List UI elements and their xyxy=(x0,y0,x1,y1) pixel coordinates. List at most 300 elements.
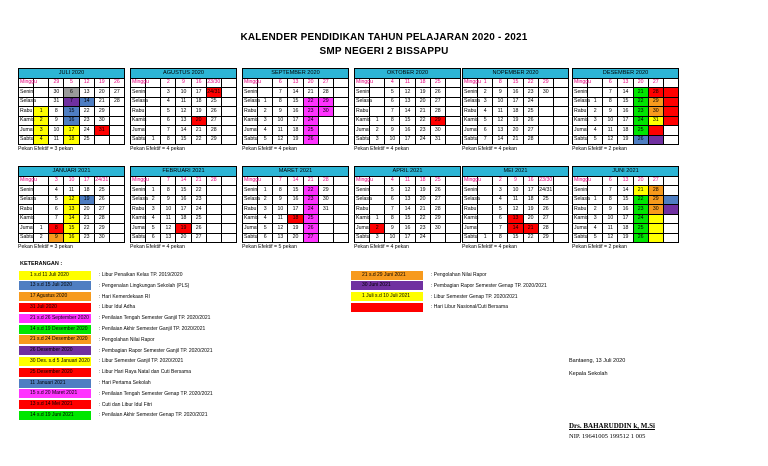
day-label: Senin xyxy=(131,88,146,98)
date-cell: 26 xyxy=(94,195,109,205)
day-label: Rabu xyxy=(131,205,146,215)
date-cell: 27 xyxy=(648,78,663,88)
date-cell: 24 xyxy=(79,126,94,136)
date-cell: 9 xyxy=(493,88,508,98)
date-cell xyxy=(478,186,493,196)
legend-swatch: 21 s.d 29 Juni 2021 xyxy=(351,271,423,280)
day-label: Sabtu xyxy=(131,233,146,243)
date-cell: 12 xyxy=(79,78,94,88)
date-cell: 17 xyxy=(79,176,94,186)
date-cell xyxy=(333,116,348,126)
date-cell: 9 xyxy=(49,116,64,126)
day-label: Jumat xyxy=(243,126,258,136)
date-cell: 15 xyxy=(176,186,191,196)
date-cell xyxy=(109,186,124,196)
date-cell: 29 xyxy=(318,97,333,107)
date-cell: 24 xyxy=(303,205,318,215)
date-cell: 23 xyxy=(79,233,94,243)
date-cell xyxy=(553,186,568,196)
date-cell: 20 xyxy=(508,126,523,136)
day-label: Kamis xyxy=(19,116,34,126)
date-cell xyxy=(445,186,460,196)
legend-item xyxy=(19,292,150,302)
date-cell: 26 xyxy=(633,135,648,145)
date-cell: 10 xyxy=(49,126,64,136)
date-cell: 18 xyxy=(508,107,523,117)
day-label: Selasa xyxy=(355,97,370,107)
date-cell: 24 xyxy=(415,233,430,243)
day-label: Selasa xyxy=(463,97,478,107)
day-label: Minggu xyxy=(573,78,588,88)
day-label: Minggu xyxy=(355,78,370,88)
date-cell: 6 xyxy=(146,233,161,243)
day-label: Sabtu xyxy=(463,135,478,145)
date-cell: 6 xyxy=(64,88,79,98)
date-cell xyxy=(663,116,678,126)
day-label: Selasa xyxy=(243,195,258,205)
date-cell: 10 xyxy=(493,97,508,107)
date-cell: 7 xyxy=(493,224,508,234)
date-cell xyxy=(478,205,493,215)
date-cell: 25 xyxy=(79,135,94,145)
legend-item xyxy=(19,389,213,399)
date-cell: 22 xyxy=(79,224,94,234)
date-cell: 23 xyxy=(79,116,94,126)
date-cell: 1 xyxy=(146,186,161,196)
legend-swatch: 15 s.d 20 Maret 2021 xyxy=(19,389,91,398)
day-label: Kamis xyxy=(573,214,588,224)
date-cell xyxy=(663,214,678,224)
date-cell: 19 xyxy=(618,233,633,243)
date-cell: 30 xyxy=(94,116,109,126)
day-label: Senin xyxy=(355,186,370,196)
date-cell: 5 xyxy=(64,78,79,88)
date-cell: 18 xyxy=(618,224,633,234)
legend-swatch: 11 Januari 2021 xyxy=(19,379,91,388)
month-name: OKTOBER 2020 xyxy=(355,69,461,79)
date-cell: 7 xyxy=(603,88,618,98)
date-cell xyxy=(333,195,348,205)
date-cell: 11 xyxy=(603,126,618,136)
date-cell: 17 xyxy=(523,186,538,196)
date-cell: 4 xyxy=(385,176,400,186)
day-label: Jumat xyxy=(355,224,370,234)
date-cell xyxy=(663,97,678,107)
date-cell: 17 xyxy=(618,214,633,224)
date-cell: 1 xyxy=(258,186,273,196)
date-cell: 9 xyxy=(603,205,618,215)
date-cell xyxy=(445,97,460,107)
legend-item xyxy=(19,270,183,280)
date-cell: 20 xyxy=(415,195,430,205)
date-cell: 17 xyxy=(288,205,303,215)
date-cell: 14 xyxy=(288,88,303,98)
legend-swatch: 1 Juli s.d 10 Juli 2021 xyxy=(351,292,423,301)
day-label: Selasa xyxy=(573,97,588,107)
date-cell: 24 xyxy=(415,135,430,145)
school-name: SMP NEGERI 2 BISSAPPU xyxy=(319,46,449,57)
legend-item xyxy=(351,281,547,291)
sign-place-date: Bantaeng, 13 Juli 2020 xyxy=(569,358,626,364)
date-cell: 14 xyxy=(618,186,633,196)
date-cell: 17 xyxy=(176,205,191,215)
legend-swatch: 21 s.d 26 September 2020 xyxy=(19,314,91,323)
pekan-efektif: Pekan Efektif = 4 pekan xyxy=(462,244,517,250)
date-cell: 2 xyxy=(146,195,161,205)
date-cell xyxy=(445,214,460,224)
legend-desc: : Libur Semester Ganjil TP. 2020/2021 xyxy=(99,358,184,365)
date-cell: 31 xyxy=(49,97,64,107)
pekan-efektif: Pekan Efektif = 2 pekan xyxy=(572,146,627,152)
date-cell: 11 xyxy=(273,126,288,136)
date-cell: 10 xyxy=(64,176,79,186)
date-cell: 17 xyxy=(508,97,523,107)
day-label: Rabu xyxy=(131,107,146,117)
legend-swatch: 30 Des. s.d 5 Januari 2020 xyxy=(19,357,91,366)
date-cell xyxy=(663,205,678,215)
date-cell: 7 xyxy=(161,126,176,136)
date-cell xyxy=(553,214,568,224)
date-cell xyxy=(663,126,678,136)
legend-desc: : Libur Semester Genap TP. 2020/2021 xyxy=(431,293,518,300)
date-cell: 11 xyxy=(508,195,523,205)
sign-nip: NIP. 19641005 199512 1 005 xyxy=(569,433,646,440)
date-cell: 27 xyxy=(430,195,445,205)
date-cell: 28 xyxy=(538,224,553,234)
date-cell: 23 xyxy=(415,126,430,136)
date-cell: 5 xyxy=(161,107,176,117)
day-label: Sabtu xyxy=(243,135,258,145)
pekan-efektif: Pekan Efektif = 4 pekan xyxy=(462,146,517,152)
day-label: Jumat xyxy=(19,126,34,136)
date-cell: 19 xyxy=(415,186,430,196)
legend-swatch: 26 Desember 2020 xyxy=(19,346,91,355)
date-cell: 16 xyxy=(191,78,206,88)
date-cell: 31 xyxy=(318,205,333,215)
date-cell: 22 xyxy=(79,107,94,117)
date-cell: 3 xyxy=(370,135,385,145)
date-cell: 10 xyxy=(176,88,191,98)
legend-item xyxy=(19,324,205,334)
date-cell xyxy=(370,88,385,98)
legend-desc: : Penilaian Akhir Semester Genap TP. 2020/2021 xyxy=(99,412,208,419)
date-cell: 22 xyxy=(633,97,648,107)
date-cell: 23 xyxy=(303,195,318,205)
date-cell xyxy=(146,126,161,136)
legend-desc: : Pengenalan Lingkungan Sekolah (PLS) xyxy=(99,282,190,289)
date-cell: 15 xyxy=(400,214,415,224)
day-label: Kamis xyxy=(355,214,370,224)
pekan-efektif: Pekan Efektif = 2 pekan xyxy=(572,244,627,250)
date-cell: 25 xyxy=(430,78,445,88)
date-cell xyxy=(318,116,333,126)
legend-swatch xyxy=(351,303,423,312)
date-cell: 9 xyxy=(273,107,288,117)
date-cell: 7 xyxy=(603,186,618,196)
date-cell: 15 xyxy=(288,97,303,107)
date-cell: 4 xyxy=(49,186,64,196)
date-cell: 24/31 xyxy=(94,176,109,186)
date-cell: 8 xyxy=(385,214,400,224)
date-cell: 22 xyxy=(415,214,430,224)
date-cell: 13 xyxy=(79,88,94,98)
day-label: Sabtu xyxy=(463,233,478,243)
date-cell: 27 xyxy=(538,214,553,224)
date-cell: 23 xyxy=(633,205,648,215)
month-calendar xyxy=(354,68,461,152)
day-label: Senin xyxy=(573,88,588,98)
month-calendar xyxy=(18,68,125,152)
date-cell xyxy=(648,224,663,234)
month-name: NOPEMBER 2020 xyxy=(463,69,569,79)
date-cell: 4 xyxy=(146,214,161,224)
date-cell: 18 xyxy=(415,176,430,186)
day-label: Minggu xyxy=(573,176,588,186)
date-cell: 28 xyxy=(648,88,663,98)
day-label: Kamis xyxy=(131,116,146,126)
date-cell: 15 xyxy=(508,78,523,88)
date-cell: 17 xyxy=(288,116,303,126)
date-cell: 28 xyxy=(648,186,663,196)
date-cell xyxy=(333,176,348,186)
date-cell: 17 xyxy=(64,126,79,136)
date-cell: 14 xyxy=(64,214,79,224)
date-cell: 18 xyxy=(288,126,303,136)
legend-item xyxy=(19,335,155,345)
day-label: Selasa xyxy=(19,97,34,107)
date-cell: 14 xyxy=(618,88,633,98)
date-cell: 18 xyxy=(191,97,206,107)
date-cell xyxy=(663,107,678,117)
day-label: Senin xyxy=(243,88,258,98)
legend-desc: : Hari Pertama Sekolah xyxy=(99,380,151,386)
sign-role: Kepala Sekolah xyxy=(569,371,608,377)
date-cell: 18 xyxy=(618,126,633,136)
date-cell: 27 xyxy=(109,88,124,98)
month-name: DESEMBER 2020 xyxy=(573,69,679,79)
date-cell xyxy=(445,78,460,88)
month-name: SEPTEMBER 2020 xyxy=(243,69,349,79)
date-cell: 5 xyxy=(493,205,508,215)
day-label: Kamis xyxy=(463,116,478,126)
month-name: MARET 2021 xyxy=(243,167,349,177)
date-cell xyxy=(109,224,124,234)
date-cell: 16 xyxy=(523,176,538,186)
date-cell: 18 xyxy=(523,195,538,205)
date-cell: 10 xyxy=(161,205,176,215)
date-cell xyxy=(206,186,221,196)
date-cell: 26 xyxy=(206,107,221,117)
date-cell: 25 xyxy=(206,97,221,107)
date-cell: 5 xyxy=(258,135,273,145)
date-cell: 25 xyxy=(430,176,445,186)
date-cell: 18 xyxy=(415,78,430,88)
legend-desc: : Pengolahan Nilai Rapor xyxy=(99,336,155,343)
pekan-efektif: Pekan Efektif = 4 pekan xyxy=(354,146,409,152)
date-cell: 16 xyxy=(618,107,633,117)
month-calendar xyxy=(354,166,461,250)
date-cell: 6 xyxy=(603,78,618,88)
date-cell: 21 xyxy=(79,214,94,224)
date-cell xyxy=(318,224,333,234)
date-cell: 6 xyxy=(603,176,618,186)
date-cell: 21 xyxy=(523,224,538,234)
date-cell: 7 xyxy=(161,176,176,186)
date-cell: 29 xyxy=(430,214,445,224)
date-cell xyxy=(588,186,603,196)
date-cell: 18 xyxy=(64,135,79,145)
date-cell: 21 xyxy=(191,126,206,136)
day-label: Jumat xyxy=(19,224,34,234)
date-cell: 19 xyxy=(508,116,523,126)
date-cell: 26 xyxy=(538,205,553,215)
date-cell: 2 xyxy=(370,224,385,234)
day-label: Sabtu xyxy=(19,233,34,243)
date-cell: 1 xyxy=(588,97,603,107)
day-label: Minggu xyxy=(19,176,34,186)
sign-name: Drs. BAHARUDDIN k, M.Si xyxy=(569,422,655,430)
date-cell: 22 xyxy=(523,233,538,243)
date-cell: 7 xyxy=(273,176,288,186)
page-title: KALENDER PENDIDIKAN TAHUN PELAJARAN 2020 - 2021 xyxy=(240,32,528,43)
date-cell: 2 xyxy=(588,107,603,117)
date-cell: 22 xyxy=(303,186,318,196)
date-cell: 21 xyxy=(415,107,430,117)
date-cell: 17 xyxy=(400,233,415,243)
date-cell: 22 xyxy=(523,78,538,88)
date-cell: 24 xyxy=(191,205,206,215)
date-cell: 2 xyxy=(34,116,49,126)
date-cell xyxy=(109,107,124,117)
date-cell: 13 xyxy=(508,214,523,224)
date-cell: 10 xyxy=(603,116,618,126)
date-cell: 15 xyxy=(618,195,633,205)
date-cell xyxy=(333,186,348,196)
date-cell: 20 xyxy=(288,233,303,243)
date-cell: 13 xyxy=(618,176,633,186)
date-cell: 15 xyxy=(508,233,523,243)
date-cell: 5 xyxy=(478,116,493,126)
date-cell: 6 xyxy=(273,78,288,88)
legend-item xyxy=(19,281,189,291)
date-cell: 18 xyxy=(288,214,303,224)
date-cell: 30 xyxy=(318,107,333,117)
legend-item xyxy=(351,302,508,312)
date-cell xyxy=(206,233,221,243)
date-cell: 3 xyxy=(588,214,603,224)
date-cell xyxy=(445,205,460,215)
date-cell: 19 xyxy=(79,195,94,205)
legend-swatch: 25 Desember 2020 xyxy=(19,368,91,377)
day-label: Selasa xyxy=(355,195,370,205)
date-cell xyxy=(478,214,493,224)
date-cell xyxy=(333,224,348,234)
day-label: Jumat xyxy=(463,224,478,234)
date-cell: 2 xyxy=(478,88,493,98)
date-cell xyxy=(648,135,663,145)
date-cell: 8 xyxy=(385,116,400,126)
pekan-efektif: Pekan Efektif = 4 pekan xyxy=(242,146,297,152)
date-cell xyxy=(146,88,161,98)
date-cell: 9 xyxy=(49,233,64,243)
date-cell xyxy=(553,126,568,136)
day-label: Rabu xyxy=(463,205,478,215)
date-cell: 28 xyxy=(430,205,445,215)
date-cell: 3 xyxy=(146,205,161,215)
date-cell: 1 xyxy=(258,97,273,107)
date-cell xyxy=(333,107,348,117)
date-cell: 8 xyxy=(603,97,618,107)
date-cell xyxy=(478,224,493,234)
date-cell xyxy=(221,233,236,243)
pekan-efektif: Pekan Efektif = 4 pekan xyxy=(130,244,185,250)
date-cell: 10 xyxy=(508,186,523,196)
date-cell xyxy=(109,126,124,136)
date-cell: 26 xyxy=(633,233,648,243)
date-cell: 26 xyxy=(303,224,318,234)
date-cell: 5 xyxy=(385,88,400,98)
date-cell: 15 xyxy=(288,186,303,196)
date-cell xyxy=(206,224,221,234)
date-cell: 31 xyxy=(94,126,109,136)
legend-swatch: 17 Agustus 2020 xyxy=(19,292,91,301)
month-name: MEI 2021 xyxy=(463,167,569,177)
date-cell: 9 xyxy=(603,107,618,117)
date-cell: 21 xyxy=(94,97,109,107)
date-cell: 29 xyxy=(648,97,663,107)
date-cell: 23/30 xyxy=(206,78,221,88)
date-cell: 28 xyxy=(206,176,221,186)
date-cell xyxy=(538,135,553,145)
date-cell: 14 xyxy=(176,176,191,186)
date-cell xyxy=(333,135,348,145)
date-cell: 12 xyxy=(603,233,618,243)
date-cell: 8 xyxy=(273,186,288,196)
date-cell: 20 xyxy=(94,88,109,98)
date-cell xyxy=(258,88,273,98)
legend-swatch: 14 s.d 19 Juni 2021 xyxy=(19,411,91,420)
date-cell xyxy=(445,107,460,117)
date-cell: 24 xyxy=(633,116,648,126)
day-label: Kamis xyxy=(243,214,258,224)
date-cell: 12 xyxy=(176,107,191,117)
date-cell xyxy=(109,116,124,126)
date-cell: 27 xyxy=(206,116,221,126)
date-cell: 15 xyxy=(176,135,191,145)
date-cell xyxy=(206,214,221,224)
date-cell xyxy=(221,126,236,136)
date-cell: 25 xyxy=(303,126,318,136)
date-cell: 21 xyxy=(415,205,430,215)
date-cell xyxy=(553,176,568,186)
date-cell xyxy=(538,126,553,136)
date-cell: 5 xyxy=(258,224,273,234)
day-label: Rabu xyxy=(573,107,588,117)
date-cell xyxy=(206,205,221,215)
month-calendar xyxy=(462,166,569,250)
date-cell: 4 xyxy=(258,126,273,136)
date-cell: 22 xyxy=(303,97,318,107)
legend-desc: : Pembagian Rapor Semester Genap TP. 2020/2021 xyxy=(431,282,547,289)
date-cell: 8 xyxy=(603,195,618,205)
date-cell: 29 xyxy=(206,135,221,145)
day-label: Sabtu xyxy=(243,233,258,243)
date-cell: 25 xyxy=(633,224,648,234)
day-label: Rabu xyxy=(355,205,370,215)
date-cell xyxy=(538,116,553,126)
date-cell: 23 xyxy=(303,107,318,117)
date-cell xyxy=(553,135,568,145)
